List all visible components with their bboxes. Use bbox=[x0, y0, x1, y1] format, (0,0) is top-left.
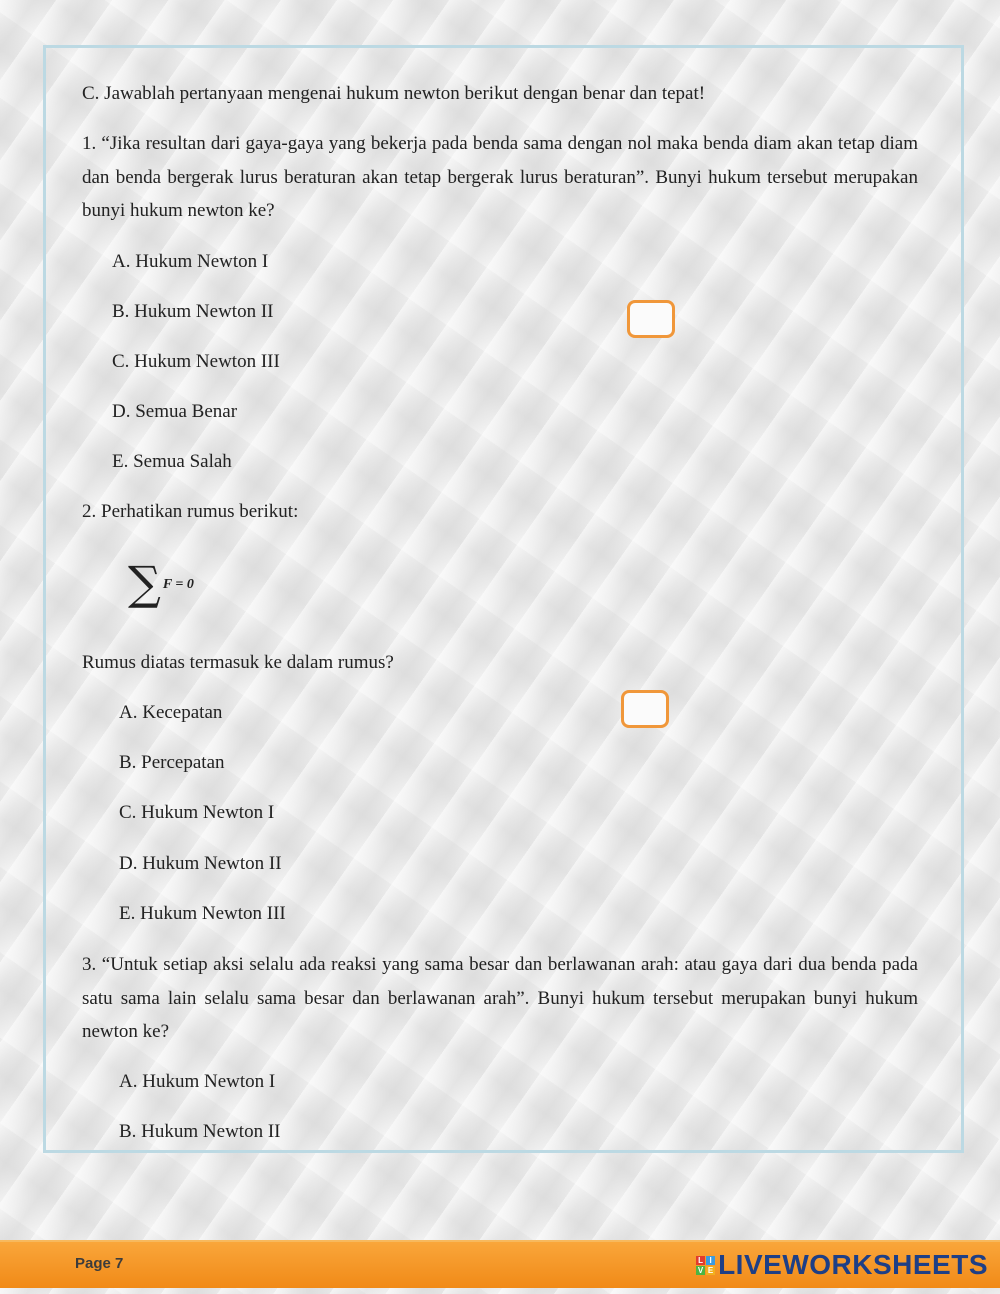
question-3-option-b: B. Hukum Newton II bbox=[119, 1121, 281, 1142]
question-3-option-a: A. Hukum Newton I bbox=[119, 1071, 276, 1092]
question-2-answer-input[interactable] bbox=[621, 690, 669, 728]
question-1-text: 1. “Jika resultan dari gaya-gaya yang bekerja pada benda sama dengan nol maka benda diam akan tetap diam dan benda bergerak lurus beraturan akan tetap bergerak lurus beraturan”. Bunyi hukum tersebut merupakan bunyi hukum newton ke? bbox=[82, 133, 918, 221]
logo-letter-i: I bbox=[706, 1256, 715, 1265]
question-1-option-d: D. Semua Benar bbox=[112, 401, 238, 422]
logo-letter-l: L bbox=[696, 1256, 705, 1265]
sigma-symbol: ∑ bbox=[128, 556, 161, 610]
question-2-option-c: C. Hukum Newton I bbox=[119, 802, 275, 823]
brand-name: LIVEWORKSHEETS bbox=[718, 1249, 988, 1280]
logo-letter-v: V bbox=[697, 1265, 704, 1275]
liveworksheets-logo[interactable] bbox=[696, 1250, 988, 1280]
question-1-answer-input[interactable] bbox=[627, 300, 675, 338]
question-2-option-a: A. Kecepatan bbox=[119, 702, 223, 723]
question-2-option-b: B. Percepatan bbox=[119, 752, 225, 773]
question-1-option-a: A. Hukum Newton I bbox=[112, 251, 269, 272]
live-logo-icon bbox=[696, 1256, 715, 1275]
sum-force-formula bbox=[128, 556, 194, 610]
page-footer bbox=[0, 1240, 1000, 1288]
section-title: C. Jawablah pertanyaan mengenai hukum newton berikut dengan benar dan tepat! bbox=[82, 83, 706, 104]
question-2-prompt: Rumus diatas termasuk ke dalam rumus? bbox=[82, 652, 394, 673]
question-2-option-d: D. Hukum Newton II bbox=[119, 853, 282, 874]
question-1-option-e: E. Semua Salah bbox=[112, 451, 232, 472]
formula-expression: F = 0 bbox=[162, 577, 194, 592]
question-2-option-e: E. Hukum Newton III bbox=[119, 903, 286, 924]
question-1-option-c: C. Hukum Newton III bbox=[112, 351, 280, 372]
question-1-option-b: B. Hukum Newton II bbox=[112, 301, 274, 322]
question-2-text: 2. Perhatikan rumus berikut: bbox=[82, 501, 299, 522]
question-3-text: 3. “Untuk setiap aksi selalu ada reaksi yang sama besar dan berlawanan arah: atau gaya dari dua benda pada satu sama lain selalu sama besar dan berlawanan arah”. Bunyi hukum tersebut merupakan bunyi hukum newton ke? bbox=[82, 954, 918, 1042]
logo-letter-e: E bbox=[707, 1265, 714, 1275]
page-number: Page 7 bbox=[75, 1255, 124, 1272]
